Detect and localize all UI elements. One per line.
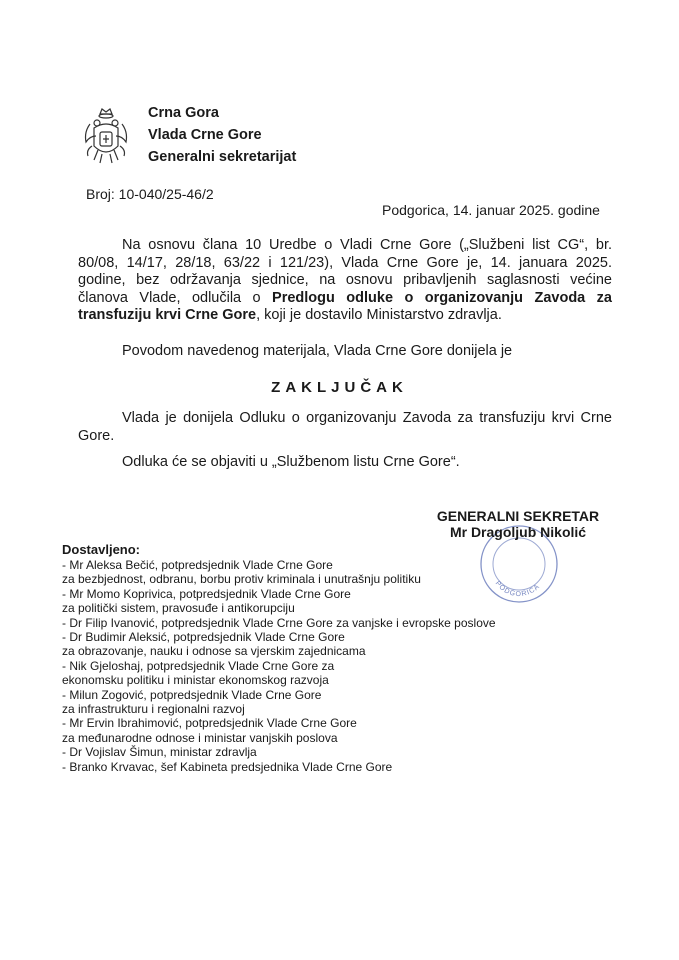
coat-of-arms-icon (80, 106, 132, 168)
conclusion-heading: ZAKLJUČAK (271, 379, 408, 396)
signature-name: Mr Dragoljub Nikolić (449, 524, 587, 540)
paragraph-intro-end: , koji je dostavilo Ministarstvo zdravlja. (256, 307, 502, 323)
stamp-text: PODGORICA (493, 579, 542, 599)
distribution-title: Dostavljeno: (62, 542, 141, 557)
list-item: - Dr Vojislav Šimun, ministar zdravlja (62, 745, 257, 760)
header-country: Crna Gora (148, 105, 219, 121)
place-date: Podgorica, 14. januar 2025. godine (382, 202, 600, 218)
paragraph-adopted: Povodom navedenog materijala, Vlada Crne Gore donijela je (122, 343, 513, 359)
distribution-list (62, 558, 582, 774)
header-government: Vlada Crne Gore (148, 127, 262, 143)
paragraph-intro (78, 237, 612, 325)
paragraph-intro-bold: Predlogu odluke o organizovanju Zavoda za transfuziju krvi Crne Gore (78, 289, 612, 323)
list-item: - Nik Gjeloshaj, potpredsjednik Vlade Crne Gore za ekonomsku politiku i ministar ekonomskog razvoja (62, 658, 335, 688)
paragraph-intro-text: Na osnovu člana 10 Uredbe o Vladi Crne Gore („Službeni list CG“, br. 80/08, 14/17, 28/18, 63/22 i 121/23), Vlada Crne Gore je, 14. januara 2025. godine, bez održavanja sjednice, na osnovu pribavljenih saglasnosti većine članova Vlade, odlučila o (78, 237, 612, 306)
signature-title: GENERALNI SEKRETAR (436, 508, 600, 524)
list-item: - Branko Krvavac, šef Kabineta predsjednika Vlade Crne Gore (62, 759, 393, 774)
list-item: - Dr Filip Ivanović, potpredsjednik Vlade Crne Gore za vanjske i evropske poslove (62, 615, 496, 630)
signature-block (418, 508, 618, 540)
list-item: - Mr Aleksa Bečić, potpredsjednik Vlade Crne Gore za bezbjednost, odbranu, borbu protiv kriminala i unutrašnju politiku (62, 558, 421, 587)
list-item: - Dr Budimir Aleksić, potpredsjednik Vlade Crne Gore za obrazovanje, nauku i odnose sa vjerskim zajednicama (62, 630, 366, 659)
paragraph-publication: Odluka će se objaviti u „Službenom listu Crne Gore“. (122, 454, 460, 470)
paragraph-decision: Vlada je donijela Odluku o organizovanju Zavoda za transfuziju krvi Crne Gore. (78, 410, 612, 444)
reference-number: Broj: 10-040/25-46/2 (86, 186, 214, 202)
header-secretariat: Generalni sekretarijat (148, 149, 297, 165)
list-item: - Mr Ervin Ibrahimović, potpredsjednik Vlade Crne Gore za međunarodne odnose i ministar vanjskih poslova (62, 716, 357, 745)
institution-header (148, 102, 296, 168)
list-item: - Mr Momo Koprivica, potpredsjednik Vlade Crne Gore za politički sistem, pravosuđe i antikorupciju (62, 586, 351, 616)
list-item: - Milun Zogović, potpredsjednik Vlade Crne Gore za infrastrukturu i regionalni razvoj (62, 687, 322, 717)
